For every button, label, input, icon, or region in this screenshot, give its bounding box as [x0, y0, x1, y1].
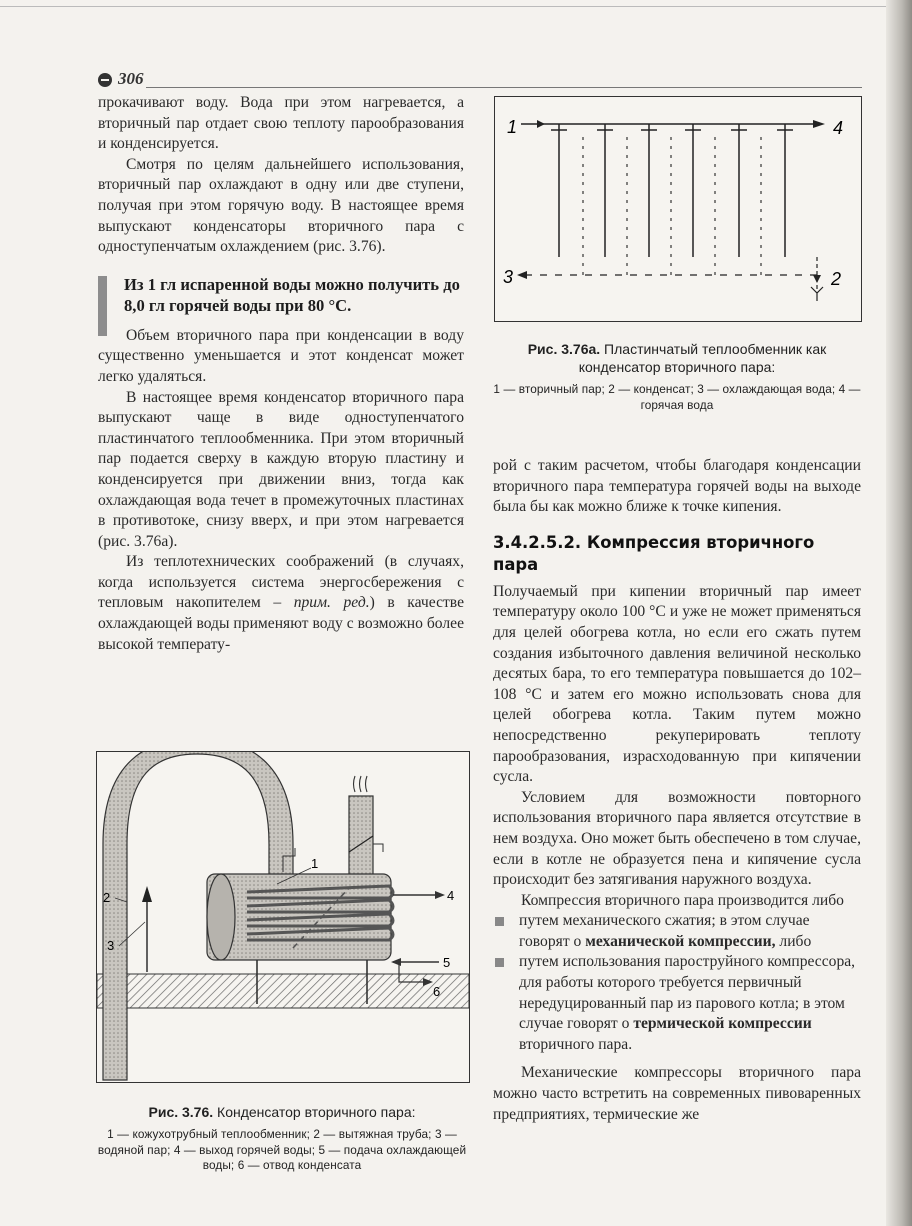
left-paragraph-2: Смотря по целям дальнейшего использования, вторичный пар охлаждают в одну или две ступени, получая при этом горячую воду. В настоящее время выпускают конденсаторы вторичного пара с одноступенчатым охлаждением (рис. 3.76).: [98, 155, 464, 256]
valve-actuator: [373, 844, 383, 852]
page-number: 306: [118, 69, 144, 88]
plate-exchanger-diagram: [495, 97, 861, 321]
label-4: 4: [447, 888, 455, 903]
label-3: 3: [503, 267, 514, 287]
shell-end-cap: [207, 874, 235, 960]
list-item-2-text: путем использования пароструйного компрессора, для работы которого требуется первичный нередуцированный пар из парового котла; в этом случае говорят о: [519, 953, 856, 1033]
highlight-box: Из 1 гл испаренной воды можно получить до 8,0 гл горячей воды при 80 °С.: [98, 274, 464, 316]
list-item-1-text: путем механического сжатия; в этом случае говорят о: [519, 912, 810, 950]
figure-a-title-text: Пластинчатый теплообменник как конденсатор вторичного пара:: [578, 341, 827, 375]
vapour-icon: [354, 776, 368, 792]
figure-vapour-condenser: [96, 751, 470, 1083]
floor: [97, 974, 469, 1008]
label-3: 3: [107, 938, 115, 953]
list-item: [493, 952, 861, 1055]
list-item-1-end: либо: [775, 932, 812, 950]
inlet-3-arrow: [517, 271, 527, 279]
label-6: 6: [433, 984, 441, 999]
figure-b-caption-title: [92, 1103, 472, 1121]
label-4: 4: [833, 118, 844, 138]
list-item-1-bold: механической компрессии,: [585, 932, 776, 950]
list-item-2-end: вторичного пара.: [519, 1035, 633, 1053]
label-1: 1: [507, 117, 518, 137]
right-paragraph-3: Условием для возможности повторного использования вторичного пара является отсутствие в нем воздуха. Оно может быть обеспечено в том случае, если в котле не образуется пена и кипячение сусла происходит без затягивания наружного воздуха.: [493, 788, 861, 889]
figure-b-caption: [92, 1103, 472, 1174]
left-paragraph-3: Объем вторичного пара при конденсации в воду существенно уменьшается и этот конденсат может легко удаляться.: [98, 326, 464, 385]
condensate-arrow: [813, 275, 821, 283]
header-rule: [146, 87, 862, 88]
plates: [551, 124, 793, 275]
p5-text-2: ) в качестве охлаждающей воды применяют воду с возможно более высокой температу-: [98, 594, 464, 653]
list-item-2-bold: термической компрессии: [633, 1015, 812, 1033]
label-1: 1: [311, 856, 319, 871]
figure-b-legend: 1 — кожухотрубный теплообменник; 2 — вытяжная труба; 3 — водяной пар; 4 — выход горячей воды; 5 — подача охлаждающей воды; 6 — отвод конденсата: [97, 1127, 467, 1172]
book-spine-shadow: [886, 0, 912, 1226]
label-2: 2: [831, 269, 842, 289]
condenser-diagram: [97, 752, 469, 1082]
right-paragraph-2: Получаемый при кипении вторичный пар имеет температуру около 100 °С и уже не может применяться для целей обогрева котла, но если его сжать путем создания избыточного давления величиной несколько десятых бара, то его температура повышается до 102–108 °С и затем его можно использовать снова для целей обогрева котла. Таким путем можно непосредственно рекуперировать теплоту парообразования, израсходованную при кипячении сусла.: [493, 582, 861, 786]
left-paragraph-1: прокачивают воду. Вода при этом нагревается, а вторичный пар отдает свою теплоту парообразования и конденсируется.: [98, 94, 464, 153]
right-paragraph-4: Компрессия вторичного пара производится либо: [521, 891, 844, 909]
steam-arrow-icon: [142, 886, 152, 902]
right-column: [493, 456, 861, 1125]
figure-b-number: Рис. 3.76.: [148, 1104, 214, 1120]
left-paragraph-4: В настоящее время конденсатор вторичного пара выпускают чаще в виде одноступенчатого пластинчатого теплообменника. При этом вторичный пар подается сверху в каждую вторую пластину и конденсируется при движении вниз, тогда как охлаждающая вода течет в промежуточных пластинах в противотоке, снизу вверх, и при этом нагревается (рис. 3.76а).: [98, 388, 464, 550]
figure-a-legend: 1 — вторичный пар; 2 — конденсат; 3 — охлаждающая вода; 4 — горячая вода: [493, 382, 861, 412]
figure-a-caption-title: [490, 340, 864, 376]
figure-a-number: Рис. 3.76а.: [527, 341, 601, 357]
figure-plate-heat-exchanger: [494, 96, 862, 322]
label-5: 5: [443, 955, 451, 970]
condensate-outlet-icon: [811, 287, 823, 301]
inlet-1-arrow: [537, 120, 545, 128]
page-number-icon: [98, 73, 112, 87]
page-header: [98, 70, 862, 90]
figure-b-title-text: Конденсатор вторичного пара:: [217, 1104, 416, 1120]
hot-water-arrow: [435, 891, 445, 899]
right-paragraph-5: Механические компрессоры вторичного пара можно часто встретить на современных пивоваренных предприятиях, термические же: [493, 1064, 861, 1123]
left-paragraph-5: [98, 552, 464, 655]
label-2: 2: [103, 890, 111, 905]
section-title: 3.4.2.5.2. Компрессия вторичного пара: [493, 532, 815, 574]
figure-a-caption: [490, 340, 864, 413]
p5-italic: прим. ред.: [293, 594, 370, 612]
outlet-4-arrow: [813, 120, 825, 128]
p5-text-1: Из теплотехнических соображений (в случаях, когда используется система энергосбережения с тепловым накопителем –: [98, 553, 464, 612]
vent-stack: [349, 796, 373, 886]
left-column: [98, 93, 464, 655]
right-paragraph-1: рой с таким расчетом, чтобы благодаря конденсации вторичного пара температура горячей воды на выходе была бы как можно ближе к точке кипения.: [493, 457, 861, 516]
compression-list: [493, 911, 861, 1055]
page-top-line: [0, 6, 912, 7]
list-item: [493, 911, 861, 952]
